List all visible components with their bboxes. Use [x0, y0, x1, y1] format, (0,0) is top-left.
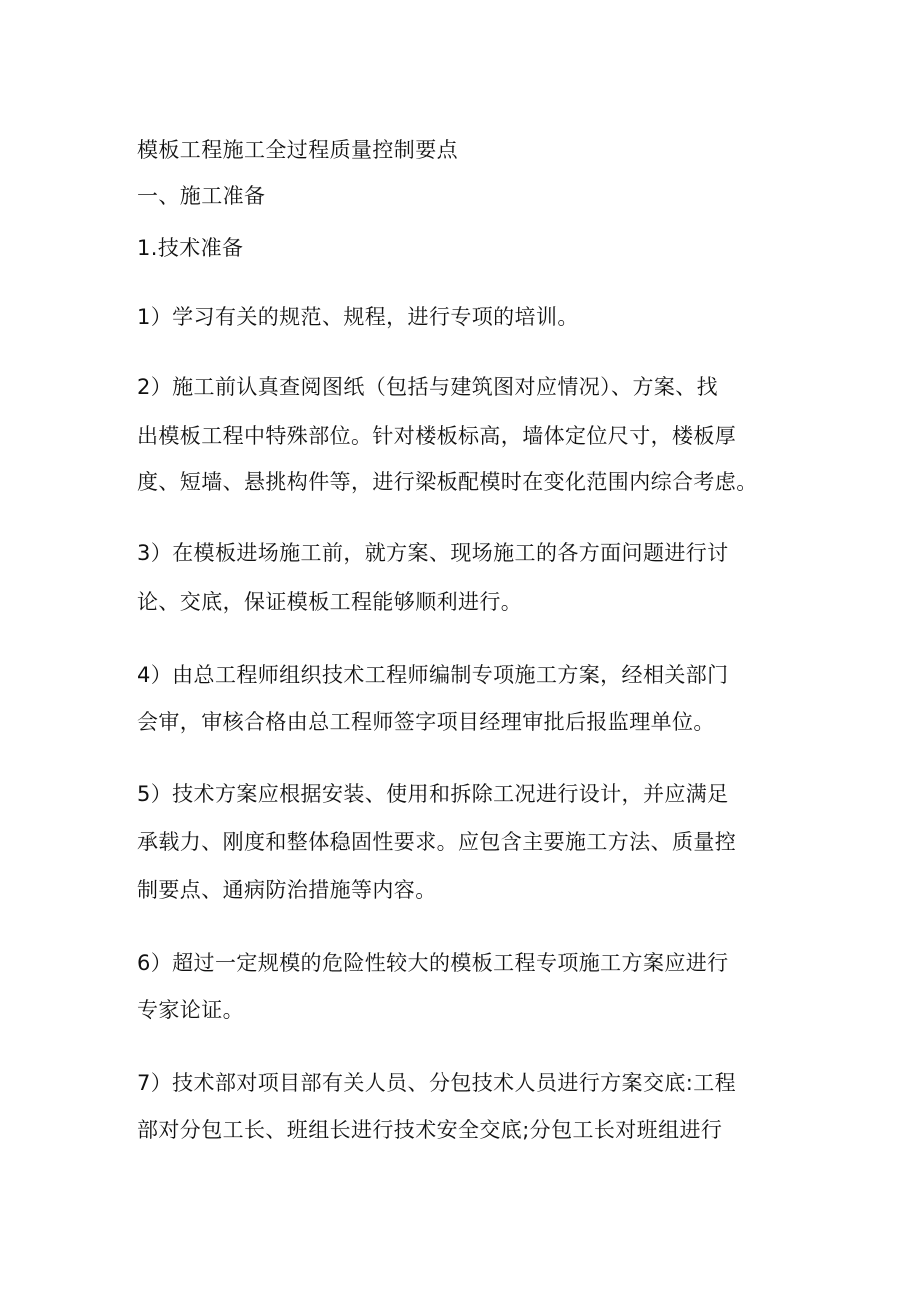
- paragraph-3-line-2: 论、交底，保证模板工程能够顺利进行。: [137, 590, 523, 614]
- paragraph-7-line-2: 部对分包工长、班组长进行技术安全交底;分包工长对班组进行: [137, 1118, 723, 1142]
- paragraph-5-line-3: 制要点、通病防治措施等内容。: [137, 878, 437, 902]
- paragraph-7-line-1: 7）技术部对项目部有关人员、分包技术人员进行方案交底:工程: [137, 1071, 737, 1095]
- paragraph-4-line-2: 会审，审核合格由总工程师签字项目经理审批后报监理单位。: [137, 710, 715, 734]
- paragraph-2-line-3: 度、短墙、悬挑构件等，进行梁板配模时在变化范围内综合考虑。: [137, 470, 758, 494]
- paragraph-3-line-1: 3）在模板进场施工前，就方案、现场施工的各方面问题进行讨: [137, 541, 729, 565]
- section-heading: 一、施工准备: [137, 184, 266, 208]
- paragraph-1-line-1: 1）学习有关的规范、规程，进行专项的培训。: [137, 305, 579, 329]
- document-title: 模板工程施工全过程质量控制要点: [137, 138, 458, 162]
- paragraph-2-line-1: 2）施工前认真查阅图纸（包括与建筑图对应情况）、方案、找: [137, 375, 719, 399]
- paragraph-6-line-2: 专家论证。: [137, 998, 244, 1022]
- paragraph-5-line-1: 5）技术方案应根据安装、使用和拆除工况进行设计，并应满足: [137, 782, 729, 806]
- paragraph-5-line-2: 承载力、刚度和整体稳固性要求。应包含主要施工方法、质量控: [137, 830, 737, 854]
- paragraph-2-line-2: 出模板工程中特殊部位。针对楼板标高，墙体定位尺寸，楼板厚: [137, 424, 737, 448]
- paragraph-6-line-1: 6）超过一定规模的危险性较大的模板工程专项施工方案应进行: [137, 951, 729, 975]
- subsection-heading: 1.技术准备: [137, 236, 244, 260]
- paragraph-4-line-1: 4）由总工程师组织技术工程师编制专项施工方案，经相关部门: [137, 663, 729, 687]
